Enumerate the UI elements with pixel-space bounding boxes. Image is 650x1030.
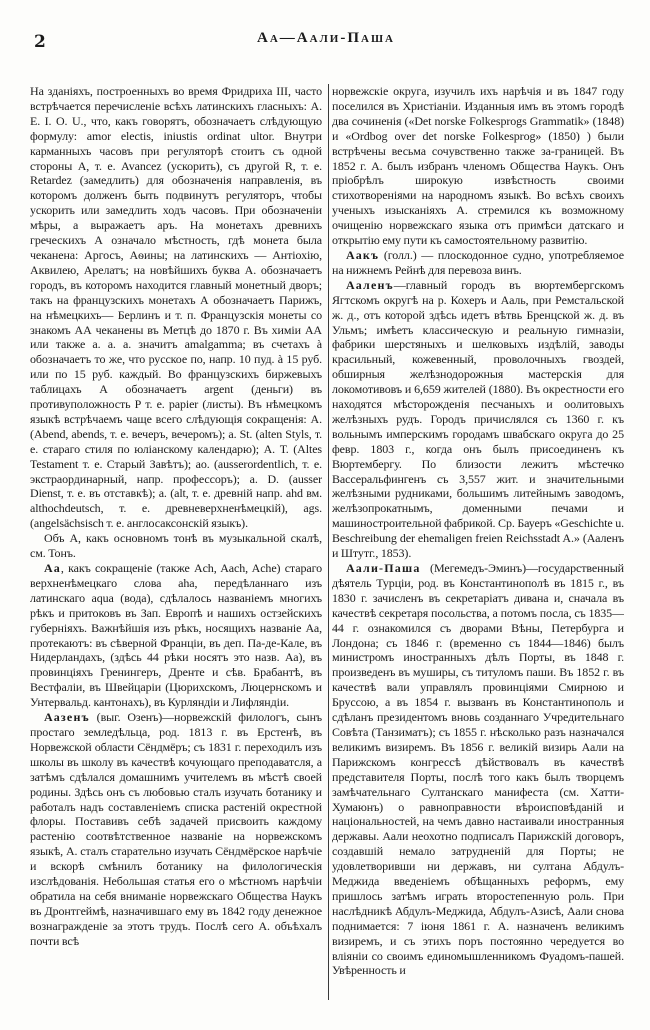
- entry-paragraph: Аазенъ (выг. Озенъ)—норвежскій филологъ, сынъ простаго земледѣльца, род. 1813 г. въ Ерстенѣ, въ Норвежской области Сёндмёръ; съ 1831 г. переходилъ изъ школы въ школу въ качествѣ кочующаго преподаватсля, а затѣмъ сдѣлался домашнимъ учителемъ въ мѣстѣ своей родины. Здѣсь онъ съ любовью сталъ изучать ботанику и работалъ надъ составленіемъ списка растеній окрестной флоры. Поставивъ себѣ задачей присвоить каждому растенію соотвѣтственное названіе на норвежскомъ языкѣ, А. сталъ старательно изучать Сёндмёрское нарѣчіе и вскорѣ смѣнилъ ботанику на филологическія изслѣдованія. Небольшая статья его о мѣстномъ нарѣчіи обратила на себя вниманіе норвежскаго Общества Наукъ въ Дронтгеймѣ, назначившаго ему въ 1842 году денежное вознагражденіе за этотъ трудъ. Послѣ сего А. объѣхалъ почти всѣ: [30, 710, 322, 948]
- paragraph: Объ А, какъ основномъ тонѣ въ музыкальной скалѣ, см. Тонъ.: [30, 531, 322, 561]
- entry-headword: Аа: [44, 561, 61, 575]
- entry-paragraph: Аали-Паша (Мегемедъ-Эминъ)—государственный дѣятель Турціи, род. въ Константинополѣ въ 1815 г., въ 1830 г. зачисленъ въ секретаріатъ дивана и, сначала въ качествѣ секретаря посольства, а потомъ посла, съ 1835—44 г. ознакомился съ дворами Вѣны, Петербурга и Лондона; съ 1846 г. (временно съ 1844—1846) былъ министромъ иностранныхъ дѣлъ Порты, въ 1848 г. произведенъ въ муширы, съ титуломъ паши. Въ 1852 г. въ качествѣ вали управлялъ провинціями Смирною и Бруссою, а въ 1854 г. вызванъ въ Константинополь и сдѣланъ президентомъ вновь созданнаго Учредительнаго Совѣта (Танзиматъ); съ 1855 г. нѣсколько разъ назначался великимъ визиремъ. Въ 1856 г. великій визирь Аали на Парижскомъ конгрессѣ дѣйствовалъ въ качествѣ представителя Порты, послѣ того какъ былъ творцемъ замѣчательнаго Султанскаго манифеста (см. Хатти-Хумаюнъ) о равноправности вѣроисповѣданій и національностей, на чемъ давно настаивали иностранныя державы. Аали неохотно подписалъ Парижскій договоръ, создавшій немало затрудненій для Порты; не удовлетворивши ни державъ, ни султана Абдулъ-Меджида введеніемъ обѣщанныхъ реформъ, ему пришлось затѣмъ играть второстепенную роль. При наслѣдникѣ Абдулъ-Меджида, Абдулъ-Азисѣ, Аали снова поднимается: 7 іюня 1861 г. А. назначенъ великимъ визиремъ, и съ этихъ поръ постоянно чередуется во вліяніи со своимъ единомышленникомъ Фуадомъ-пашей. Увѣренность и: [332, 561, 624, 978]
- entry-headword: Аали-Паша: [346, 561, 421, 575]
- entry-headword: Аакъ: [346, 247, 380, 262]
- paragraph: норвежскіе округа, изучилъ ихъ нарѣчія и въ 1847 году поселился въ Христіаніи. Изданныя имъ въ этомъ городѣ два сочиненія («Det norske Folkesprogs Grammatik» (1848) и «Ordbog over det norske Folkesprog» (1850) ) были встрѣчены весьма сочувственно также за-границей. Въ 1852 г. А. былъ избранъ членомъ Общества Наукъ. Онъ пріобрѣлъ широкую извѣстность своими стихотвореніями на народномъ языкѣ. Во всѣхъ своихъ ученыхъ изысканіяхъ А. стремился къ возможному очищенію норвежскаго языка отъ примѣси датскаго и открытію ему пути къ самостоятельному развитію.: [332, 84, 624, 248]
- left-column: [30, 84, 322, 1000]
- right-column: [332, 84, 624, 1000]
- page-number: 2: [34, 32, 46, 52]
- entry-headword: Аазенъ: [44, 710, 90, 725]
- entry-paragraph: Ааленъ—главный городъ въ вюртембергскомъ Ягтскомъ округѣ на р. Кохеръ и Ааль, при Ремстальской ж. д., отъ которой здѣсь идетъ вѣтвь Бренцской ж. д. въ Ульмъ; имѣетъ классическую и реальную гимназіи, фабрики шерстяныхъ и шелковыхъ издѣлій, заводы красильный, кожевенный, проволочныхъ гвоздей, обширныя желѣзнодорожныя мастерскія для локомотивовъ и 6,659 жителей (1880). Въ окрестности его находятся мѣсторожденія песчаныхъ и оолитовыхъ желѣзныхъ рудъ. Городъ причислялся съ 1360 г. къ вольнымъ имперскимъ городамъ швабскаго округа до 25 февр. 1803 г., когда онъ былъ присоединенъ къ Вюртембергу. По близости лежитъ мѣстечко Вассеральфингенъ съ 3,557 жит. и значительными желѣзными рудниками, большимъ литейнымъ заводомъ, желѣзопрокатнымъ, доменными печами и машиностроительной фабрикой. Ср. Бауеръ «Geschichte u. Beschreibung der ehemaligen freien Reichsstadt A.» (Ааленъ и Штутг., 1853).: [332, 277, 624, 561]
- entry-paragraph: Аакъ (голл.) — плоскодонное судно, употребляемое на нижнемъ Рейнѣ для перевоза винъ.: [332, 247, 624, 277]
- running-title: Аа—Аали-Паша: [257, 30, 395, 46]
- paragraph: На зданіяхъ, построенныхъ во время Фридриха III, часто встрѣчается перечисленіе всѣхъ латинскихъ гласныхъ: A. E. I. O. U., что, какъ говорятъ, обозначаетъ слѣдующую формулу: amor electis, iniustis ordinat ultor. Внутри карманныхъ часовъ при регуляторѣ стоитъ съ одной стороны A, т. е. Avancez (ускорить), съ другой R, т. е. Retardez (замедлить) для обозначенія направленія, въ которомъ долженъ быть подвинутъ регуляторъ, чтобы ускорить или замедлить ходъ часовъ. При обозначеніи мѣры, а выражаетъ аръ. На монетахъ древнихъ греческихъ А означало мѣстность, гдѣ монета была чеканена: Аргосъ, Аѳины; на латинскихъ — Антіохію, Аквилею, Арелатъ; на новѣйшихъ буква А. обозначаетъ городъ, въ которомъ находится главный монетный дворъ; такъ на французскихъ монетахъ А обозначаетъ Парижъ, на нѣмецкихъ— Берлинъ и т. п. Французскія монеты со знакомъ АА чеканены въ Метцѣ до 1870 г. Въ химіи АА или также a. a. a. значитъ amalgamma; въ счетахъ à обозначаетъ то же, что русское по, напр. 10 пуд. à 15 руб. или по 15 руб. каждый. Во французскихъ биржевыхъ таблицахъ А обозначаетъ argent (деньги) въ противуположность Р т. е. papier (листы). Въ нѣмецкомъ языкѣ встрѣчаемъ чаще всего слѣдующія сокращенія: А. (Abend, abends, т. е. вечеръ, вечеромъ); a. St. (alten Styls, т. е. стараго стиля по юліанскому календарю); А. Т. (Altes Testament т. е. Старый Завѣтъ); ao. (ausserordentlich, т. е. экстраординарный, напр. профессоръ); a. D. (ausser Dienst, т. е. въ отставкѣ); a. (alt, т. е. древній напр. ahd вм. althochdeutsch, т. е. древневерхненѣмецкій), ags. (angelsächsisch т. е. англосаксонскій языкъ).: [30, 84, 322, 531]
- page-header: [30, 30, 622, 56]
- entry-paragraph: Аа, какъ сокращеніе (также Ach, Aach, Ache) стараго верхненѣмецкаго слова aha, передѣланнаго изъ латинскаго aqua (вода), сдѣлалось названіемъ многихъ рѣкъ и притоковъ въ Зап. Европѣ и нашихъ остзейскихъ губерніяхъ. Важнѣйшія изъ рѣкъ, носящихъ названіе Аа, протекаютъ: въ сѣверной Франціи, въ деп. Па-де-Кале, въ Нидерландахъ, (здѣсь 44 рѣки носятъ это назв. Аа), въ провинціяхъ Гренингеръ, Дренте и сѣв. Брабантѣ, въ Вестфаліи, въ Швейцаріи (Цюрихскомъ, Люцернскомъ и Унтервальд. кантонахъ), въ Курляндіи и Лифляндіи.: [30, 561, 322, 710]
- text-body: [30, 84, 624, 1000]
- column-divider: [328, 84, 329, 1000]
- entry-headword: Ааленъ: [346, 277, 394, 292]
